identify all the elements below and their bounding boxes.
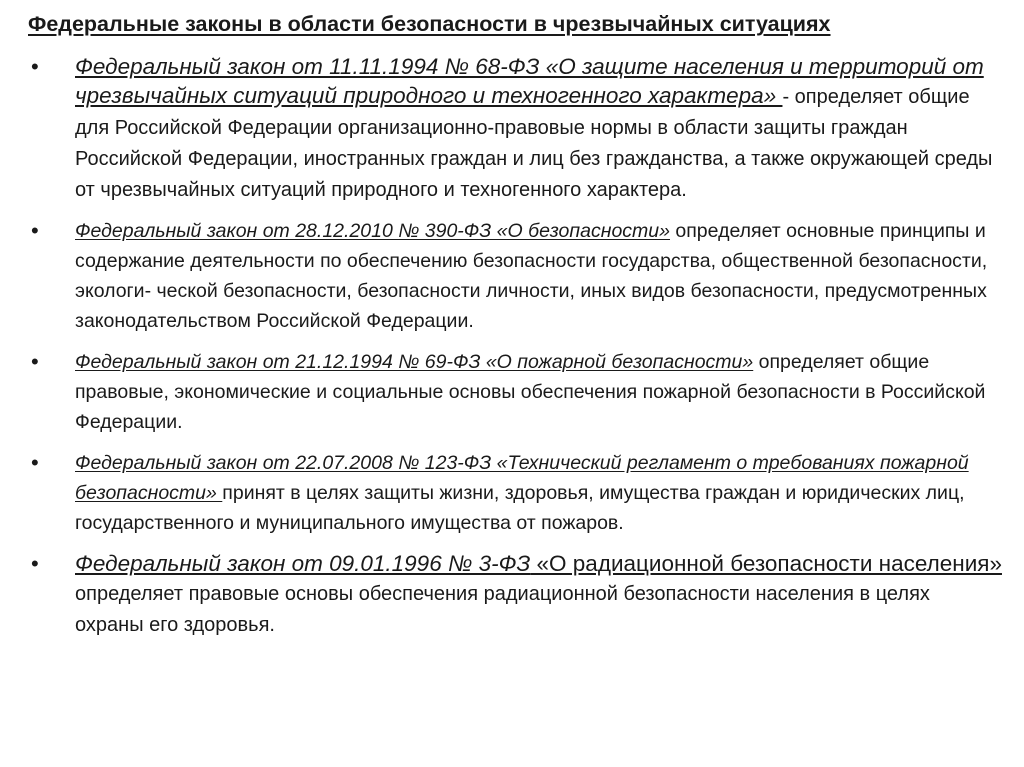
list-item	[28, 448, 1002, 538]
law-description: - определяет общие для Российской Федерации организационно-правовые нормы в области защиты граждан Российской Федерации, иностранных граждан и лиц без гражданства, а также окружающей среды от чрезвычайных ситуаций природного и техногенного характера.	[75, 86, 993, 201]
law-title: Федеральный закон от 09.01.1996 № 3-ФЗ	[75, 551, 531, 576]
page-title: Федеральные законы в области безопасности в чрезвычайных ситуациях	[28, 12, 831, 36]
bullet: •	[31, 54, 39, 79]
list-item	[28, 52, 1002, 205]
law-title: Федеральный закон от 21.12.1994 № 69-ФЗ «О пожарной безопасности»	[75, 351, 754, 373]
law-description: определяет общие правовые, экономические и социальные основы обеспечения пожарной безопасности в Российской Федерации.	[75, 351, 986, 433]
law-list	[28, 52, 1002, 640]
bullet: •	[31, 551, 39, 576]
bullet: •	[31, 349, 39, 374]
law-title: Федеральный закон от 11.11.1994 № 68-ФЗ «О защите населения и территорий от чрезвычайных ситуаций природного и техногенного характера»	[75, 54, 984, 108]
law-title: Федеральный закон от 28.12.2010 № 390-ФЗ «О безопасности»	[75, 220, 670, 242]
bullet: •	[31, 450, 39, 475]
list-item	[28, 347, 1002, 437]
law-description: определяет правовые основы обеспечения радиационной безопасности населения в целях охраны его здоровья.	[75, 583, 930, 636]
law-description: принят в целях защиты жизни, здоровья, имущества граждан и юридических лиц, государственного и муниципального имущества от пожаров.	[75, 482, 965, 534]
list-item	[28, 549, 1002, 640]
law-title: Федеральный закон от 22.07.2008 № 123-ФЗ «Технический регламент о требованиях пожарной безопасности»	[75, 452, 969, 504]
law-title-rest: «О радиационной безопасности населения»	[530, 551, 1002, 576]
list-item	[28, 216, 1002, 336]
law-description: определяет основные принципы и содержание деятельности по обеспечению безопасности государства, общественной безопасности, экологи- ческой безопасности, безопасности личности, иных видов безопасности, предусмотренных законодательством Российской Федерации.	[75, 220, 988, 332]
bullet: •	[31, 218, 39, 243]
